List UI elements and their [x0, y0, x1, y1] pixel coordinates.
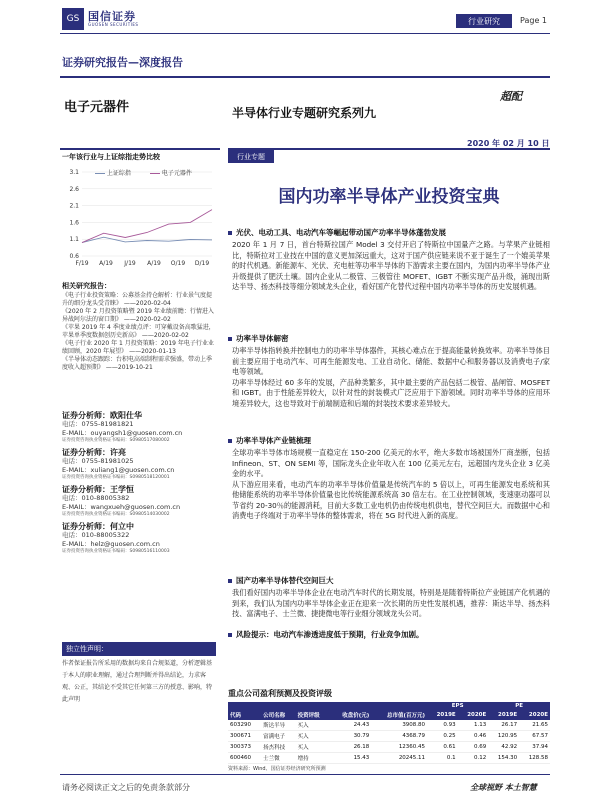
table-row: [228, 731, 550, 742]
table-cell: 4368.79: [371, 731, 427, 742]
section-text-2: 功率半导体指转换并控制电力的功率半导体器件，其核心难点在于提高能量转换效率。功率半导体目前主要应用于电动汽车、可再生能源发电、工业自动化、储能、数据中心和服务器以及消费电子/家电等领域。 功率半导体经过 60 多年的发展，产品种类繁多，其中最主要的产品包括二极管、晶闸管、MOSFET 和 IGBT。由于性能差异较大，以针对性的封装模式广泛应用于下游领域。同时功率半导体的应用环境差异较大，这也导致对于前端制造和后端的封装技术要求差异较大。: [232, 346, 550, 408]
report-date: 2020 年 02 月 10 日: [467, 139, 550, 148]
trend-chart: [60, 162, 220, 274]
table-cell: 0.1: [427, 753, 458, 764]
header-tag: 行业研究: [456, 14, 512, 28]
related-item: 《2020 年 2 月投资策略暨 2019 年业绩前瞻：行情进入异战阿尔法的窗口期》 ——2020-02-02: [62, 308, 214, 323]
section-text-1: 2020 年 1 月 7 日，首台特斯拉国产 Model 3 交付开启了特斯拉中国量产之路。与苹果产业链相比，特斯拉对工业技在中国的意义更加深远重大，这对于国产供应链来说不亚于诞生了一个媲美苹果的时代机遇。新能源车、光伏、充电桩等功率半导体的下游需求主要在国内，为国内功率半导体产业升级提供了肥沃土壤。国内企业从二极管、三极管往 MOFET、IGBT 不断实现产品升级，涌现出斯达半导、扬杰科技等细分领域龙头企业，看好国产化替代过程中国内功率半导体的历史发展机遇。: [232, 240, 550, 291]
x-tick-label: A/19: [147, 260, 161, 267]
analyst-phone: 电话：010-88005322: [62, 531, 130, 539]
forecast-table: [228, 702, 550, 764]
industry-name: 电子元器件: [64, 100, 130, 115]
y-tick-label: 2.1: [69, 202, 79, 210]
table-cell: 0.61: [427, 742, 458, 753]
table-row: [228, 720, 550, 731]
col-mktcap: 总市值(百万元): [371, 710, 427, 720]
section-text-3: 全球功率半导体市场规模一直稳定在 150-200 亿美元的水平，绝大多数市场被国外厂商垄断，包括 Infineon、ST、ON SEMI 等，国际龙头企业年收入在 100 亿美元左右，远超国内龙头企业 3 亿美金的水平。 从下游应用来看，电动汽车的功率半导体价值量是传统汽车的 5 倍以上，可再生能源发电系统和其他储能系统的功率半导体价值量也比传统能源系统高 30 倍左右。在工业控制领域，变速驱动器可以节省约 20-30％的能源消耗，目前大多数工业电机仍由传统电机供电，替代空间巨大。而数据中心和消费电子终端对于功率半导体的整体需求，将在 5G 时代进入新的高度。: [232, 448, 550, 520]
table-title: 重点公司盈利预测及投资评级: [228, 689, 332, 698]
analyst-block: [62, 412, 216, 556]
analyst-name: 证券分析师：许亮: [62, 448, 126, 457]
table-cell: 300373: [228, 742, 261, 753]
table-cell: 67.57: [519, 731, 550, 742]
related-research: [62, 282, 216, 372]
chart-lines: [82, 210, 212, 243]
y-tick-label: 1.1: [69, 236, 79, 244]
analyst-email: E-MAIL：xuliang1@guosen.com.cn: [62, 465, 175, 474]
table-group-pe: PE: [488, 702, 550, 710]
analyst-3: [62, 486, 216, 519]
table-cell: 0.25: [427, 731, 458, 742]
table-cell: 买入: [296, 720, 331, 731]
analyst-name: 证券分析师：何立中: [62, 522, 134, 531]
header-divider: [60, 33, 550, 34]
table-cell: 128.58: [519, 753, 550, 764]
table-group-row: [228, 702, 550, 710]
related-item: 《电子行业 2020 年 1 月投资策略：2019 年电子行业业绩回顾，2020 年展望》 ——2020-01-13: [62, 340, 214, 355]
table-header-row: [228, 710, 550, 720]
y-tick-label: 1.6: [69, 219, 79, 227]
table-cell: 0.46: [458, 731, 489, 742]
related-heading: 相关研究报告：: [62, 282, 111, 290]
table-cell: 0.93: [427, 720, 458, 731]
x-tick-label: D/19: [194, 260, 210, 267]
independence-title: 独立性声明：: [62, 642, 216, 656]
table-cell: 37.94: [519, 742, 550, 753]
chart-yticks: [69, 169, 79, 260]
section-heading-1: 光伏、电动工具、电动汽车等崛起带动国产功率半导体蓬勃发展: [228, 228, 550, 238]
disclaimer-note: 请务必阅读正文之后的免责条款部分: [62, 783, 190, 792]
table-group-blank: [228, 702, 427, 710]
table-cell: 买入: [296, 731, 331, 742]
col-rating: 投资评级: [296, 710, 331, 720]
table-cell: 24.43: [330, 720, 371, 731]
analyst-email: E-MAIL：wangxueh@guosen.com.cn: [62, 502, 181, 511]
logo-name: 国信证券: [88, 10, 136, 23]
chart-xticks: [75, 260, 209, 267]
related-item: 《电子行业投资策略：公募基金持仓解析：行业景气度提升的细分龙头受青睐》 ——2020-02-04: [62, 292, 213, 307]
section-heading-3: 功率半导体产业链梳理: [228, 436, 550, 446]
related-item: 《苹果 2019 年 4 季度业绩点评：可穿戴设备高歌猛进，苹果单季度数据创历史新高》 ——2020-02-02: [62, 324, 215, 339]
legend-swatch-1: [95, 173, 105, 174]
chart-title: 一年该行业与上证综指走势比较: [62, 153, 160, 161]
table-cell: 300671: [228, 731, 261, 742]
table-cell: 买入: [296, 742, 331, 753]
analyst-cert: 证券投资咨询执业资格证书编码：S0980514030002: [62, 512, 170, 517]
col-pe-2020: 2020E: [519, 710, 550, 720]
analyst-name: 证券分析师：王学恒: [62, 485, 134, 494]
x-tick-label: J/19: [124, 260, 136, 267]
analyst-phone: 电话：0755-81981821: [62, 420, 134, 428]
chart-grid: [82, 172, 212, 256]
page-number: Page 1: [520, 16, 547, 25]
analyst-cert: 证券投资咨询执业资格证书编码：S0980517080002: [62, 438, 170, 443]
independence-text: 作者保证报告所采用的数据均来自合规渠道，分析逻辑基于本人的职业理解，通过合理判断并得出结论，力求客观、公正，其结论不受其它任何第三方的授意、影响，特此声明: [62, 660, 213, 703]
section-divider: [60, 76, 550, 78]
section-text-4: 我们看好国内功率半导体企业在电动汽车时代的长期发展，特别是是随着特斯拉产业链国产化机遇的到来，我们认为国内功率半导体企业正在迎来一次长期的历史性发展机遇，推荐：斯达半导、扬杰科技、富满电子、士兰微、捷捷微电等行业细分领域龙头公司。: [232, 588, 550, 618]
section-heading-2: 功率半导体解密: [228, 334, 550, 344]
table-cell: 1.13: [458, 720, 489, 731]
col-eps-2020: 2020E: [458, 710, 489, 720]
table-group-eps: EPS: [427, 702, 488, 710]
table-cell: 120.95: [488, 731, 519, 742]
table-cell: 斯达半导: [261, 720, 296, 731]
analyst-email: E-MAIL：ouyangsh1@guosen.com.cn: [62, 428, 183, 437]
table-cell: 600460: [228, 753, 261, 764]
table-cell: 21.65: [519, 720, 550, 731]
table-cell: 26.17: [488, 720, 519, 731]
table-cell: 30.79: [330, 731, 371, 742]
table-cell: 富满电子: [261, 731, 296, 742]
analyst-1: [62, 412, 216, 445]
footer-divider: [60, 774, 550, 775]
analyst-email: E-MAIL：helz@guosen.com.cn: [62, 539, 160, 548]
col-pe-2019: 2019E: [488, 710, 519, 720]
table-row: [228, 753, 550, 764]
legend-label-1: 上证综指: [106, 170, 131, 177]
main-title: 国内功率半导体产业投资宝典: [278, 187, 500, 207]
col-code: 代码: [228, 710, 261, 720]
table-cell: 0.69: [458, 742, 489, 753]
table-cell: 士兰微: [261, 753, 296, 764]
x-tick-label: A/19: [99, 260, 113, 267]
col-company: 公司名称: [261, 710, 296, 720]
analyst-2: [62, 449, 216, 482]
logo-en-name: GUOSEN SECURITIES: [88, 22, 139, 27]
analyst-phone: 电话：010-88005382: [62, 494, 130, 502]
legend-item-1: [95, 168, 131, 177]
topic-tag: 行业专题: [228, 150, 274, 163]
table-cell: 12360.45: [371, 742, 427, 753]
legend-item-2: [150, 168, 192, 177]
x-tick-label: F/19: [75, 260, 89, 267]
risk-warning: 风险提示：电动汽车渗透进度低于预期，行业竞争加剧。: [228, 630, 550, 640]
table-cell: 扬杰科技: [261, 742, 296, 753]
rating: 超配: [500, 90, 522, 103]
analyst-phone: 电话：0755-81981025: [62, 457, 134, 465]
related-item: 《半导体动态跟踪：台积电高端制程需求强盛，带动上季度收入超预期》 ——2019-10-21: [62, 356, 213, 371]
table-row: [228, 742, 550, 753]
analyst-4: [62, 523, 216, 556]
right-band: [228, 148, 550, 150]
legend-swatch-2: [150, 173, 160, 174]
table-cell: 3908.80: [371, 720, 427, 731]
section-heading-4: 国产功率半导体替代空间巨大: [228, 576, 550, 586]
table-cell: 42.92: [488, 742, 519, 753]
y-tick-label: 2.6: [69, 185, 79, 193]
report-type: 证券研究报告—深度报告: [62, 56, 183, 69]
footer-slogan: 全球视野 本土智慧: [470, 783, 537, 792]
logo-icon: GS: [62, 8, 84, 30]
col-price: 收盘价(元): [330, 710, 371, 720]
col-eps-2019: 2019E: [427, 710, 458, 720]
y-tick-label: 3.1: [69, 169, 79, 176]
table-cell: 0.12: [458, 753, 489, 764]
series-title: 半导体行业专题研究系列九: [232, 106, 377, 120]
table-cell: 603290: [228, 720, 261, 731]
series-line-1: [82, 237, 212, 242]
table-source: 资料来源：Wind、国信证券经济研究所预测: [228, 766, 326, 772]
table-cell: 154.30: [488, 753, 519, 764]
analyst-cert: 证券投资咨询执业资格证书编码：S0980516110003: [62, 549, 170, 554]
table-cell: 26.18: [330, 742, 371, 753]
table-cell: 15.43: [330, 753, 371, 764]
table-cell: 20245.11: [371, 753, 427, 764]
left-band: [60, 148, 220, 150]
analyst-name: 证券分析师：欧阳仕华: [62, 411, 142, 420]
y-tick-label: 0.6: [69, 253, 79, 260]
x-tick-label: O/19: [170, 260, 186, 267]
analyst-cert: 证券投资咨询执业资格证书编码：S0980518120001: [62, 475, 170, 480]
legend-label-2: 电子元器件: [161, 170, 192, 177]
table-cell: 增持: [296, 753, 331, 764]
